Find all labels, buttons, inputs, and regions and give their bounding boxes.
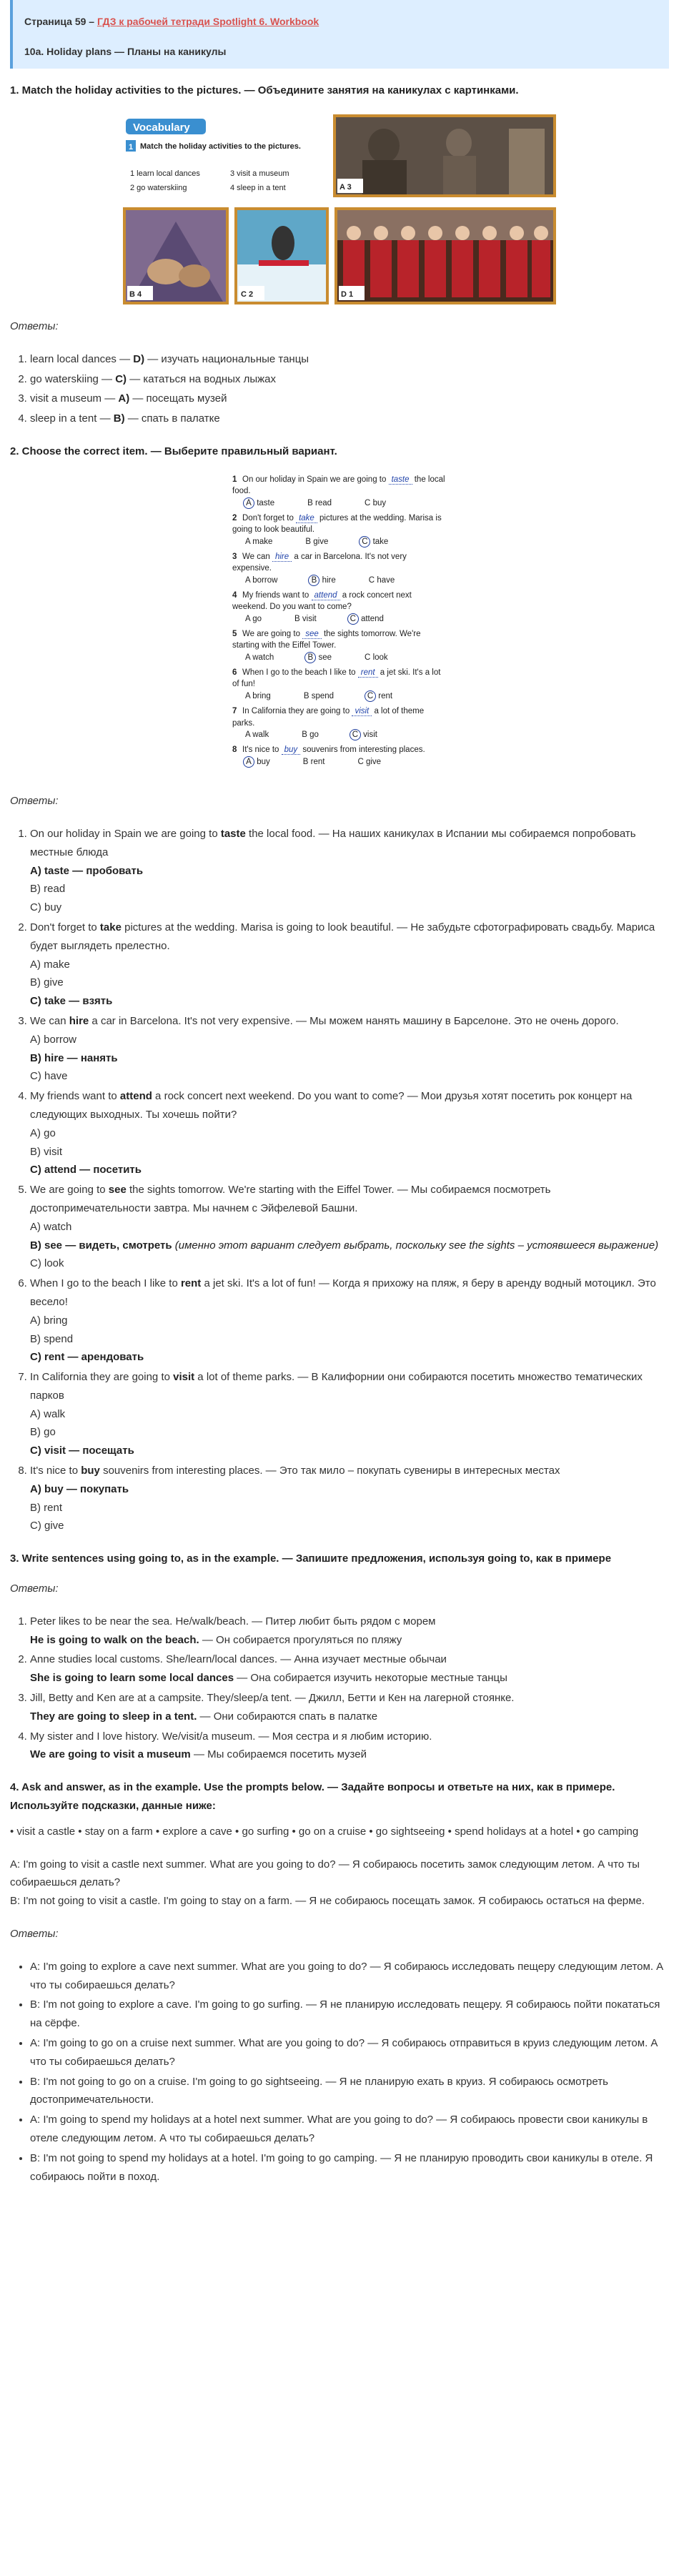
header-banner [10,0,669,69]
workbook-choices [232,652,447,664]
circled-letter: B [308,575,319,586]
choice-word: buy [372,499,387,508]
choice-word: hire [322,576,336,585]
workbook-choice [245,613,262,625]
workbook-choice [304,690,334,703]
circled-letter: A [243,756,254,768]
workbook-choice [307,652,332,664]
correct-option: C) rent — арендовать [30,1351,144,1364]
ex3-answer-list [10,1613,669,1764]
page-prefix: Страница 59 – [24,16,97,27]
ex4-title: 4. Ask and answer, as in the example. Use the prompts below. — Задайте вопросы и ответьте на них, как в примере. Используйте подсказки, данные ниже: [10,1781,615,1813]
workbook-choice [367,690,392,703]
choice-word: go [252,615,262,624]
answer-option: B) go [30,1426,56,1439]
ex2-answers-label: Ответы: [10,795,59,808]
workbook-choices [232,497,447,510]
workbook-sentence-start: In California they are going to [242,706,350,715]
choice-letter: A [245,538,251,547]
workbook-choice [245,729,269,741]
answer-option: A) make [30,958,70,971]
ex1-vocabulary-image [123,107,556,306]
workbook-item [232,512,447,548]
choice-letter: C [365,653,371,663]
choice-word: taste [257,499,275,508]
list-item: 4. sleep in a tent — B) — спать в палатке [30,410,669,428]
workbook-sentence [232,705,447,729]
workbook-sentence-start: On our holiday in Spain we are going to [242,475,387,484]
answer-option: B) give [30,976,64,989]
correct-option: A) taste — пробовать [30,864,144,877]
correct-option: C) take — взять [30,995,113,1008]
circled-letter: C [347,613,359,625]
list-item [30,1274,669,1367]
workbook-item-number: 6 [232,668,237,677]
workbook-sentence-end: pictures at the wedding. Marisa is going to look beautiful. [232,513,442,535]
workbook-handwritten-answer: see [302,630,322,639]
workbook-sentence [232,628,447,652]
ex1-answers-label: Ответы: [10,319,59,332]
choice-word: rent [310,757,325,766]
list-item [30,1012,669,1086]
ex1-answer-list [10,350,669,428]
prompt-sentence: 1. Peter likes to be near the sea. He/walk/beach. — Питер любит быть рядом с морем [30,1615,436,1628]
workbook-item [232,667,447,703]
workbook-choice [245,536,272,548]
ex3-answers-label: Ответы: [10,1582,59,1595]
choice-letter: C [368,576,375,585]
list-item [30,918,669,1011]
answer-sentence: In California they are going to visit a lot of theme parks. — В Калифорнии они собираются посетить множество тематических парков [30,1371,643,1402]
choice-word: look [372,653,388,663]
workbook-item [232,705,447,741]
choice-word: spend [311,692,334,701]
vocab-item-1: 1 learn local dances [130,169,200,178]
answer-sentence: We are going to visit a museum — Мы собираемся посетить музей [30,1748,367,1761]
workbook-choice [245,690,271,703]
answer-sentence: He is going to walk on the beach. — Он собирается прогуляться по пляжу [30,1633,402,1646]
choice-letter: B [302,730,307,740]
choice-letter: A [245,730,251,740]
choice-letter: C [357,757,364,766]
workbook-choices [232,729,447,741]
workbook-sentence [232,590,447,613]
list-item: 1. learn local dances — D) — изучать национальные танцы [30,350,669,369]
list-item [30,1181,669,1273]
choice-letter: B [305,538,312,547]
answer-sentence: We are going to see the sights tomorrow. We're starting with the Eiffel Tower. — Мы собираемся посмотреть достопримечательности завтра. Мы начнем с Эйфелевой Башни. [30,1184,551,1214]
ex3-title: 3. Write sentences using going to, as in the example. — Запишите предложения, используя going to, как в примере [10,1552,612,1565]
ex4-example-a: A: I'm going to visit a castle next summer. What are you going to do? — Я собираюсь посетить замок следующим летом. А что ты собираешься делать? [10,1858,640,1889]
workbook-choice [305,536,328,548]
workbook-sentence [232,667,447,690]
choice-word: visit [302,615,317,624]
workbook-sentence-end: a car in Barcelona. It's not very expensive. [232,552,407,573]
workbook-item [232,590,447,625]
workbook-choice [361,536,388,548]
choice-letter: A [245,576,251,585]
workbook-choice [357,756,381,768]
workbook-choice [369,575,395,587]
workbook-item-number: 1 [232,475,237,484]
choice-word: buy [257,757,270,766]
workbook-handwritten-answer: taste [389,475,412,485]
answer-sentence: It's nice to buy souvenirs from interesting places. — Это так мило – покупать сувениры в интересных местах [30,1465,560,1477]
prompt-sentence: 2. Anne studies local customs. She/learn/local dances. — Анна изучает местные обычаи [30,1653,447,1666]
ex4-answer-list [10,1958,669,2186]
list-item [30,1613,669,1650]
workbook-handwritten-answer: take [296,514,317,523]
workbook-sentence-end: souvenirs from interesting places. [302,745,425,754]
choice-word: visit [363,730,377,740]
choice-word: attend [360,615,384,624]
workbook-choice [352,729,377,741]
list-item [30,1689,669,1726]
answer-sentence: On our holiday in Spain we are going to taste the local food. — На наших каникулах в Испании мы собираемся попробовать местные блюда [30,827,636,858]
svg-text:B 4: B 4 [129,289,142,299]
answer-option: A) bring [30,1314,68,1327]
choice-word: give [313,538,329,547]
workbook-sentence [232,474,447,497]
workbook-sentence-end: a jet ski. It's a lot of fun! [232,668,441,689]
list-item: • A: I'm going to go on a cruise next summer. What are you going to do? — Я собираюсь отправиться в круиз следующим летом. А что ты собираешься делать? [30,2034,669,2071]
workbook-choice [245,652,274,664]
list-item [30,1650,669,1688]
list-item: • B: I'm not going to go on a cruise. I'm going to go sightseeing. — Я не планирую ехать в круиз. Я собираюсь осмотреть достопримечательности. [30,2073,669,2110]
svg-text:1: 1 [129,142,134,152]
workbook-choice [245,497,274,510]
list-item [30,1368,669,1460]
answer-sentence: Don't forget to take pictures at the wedding. Marisa is going to look beautiful. — Не забудьте сфотографировать свадьбу. Мариса будет выглядеть прелестно. [30,921,655,952]
workbook-sentence-start: We can [242,552,270,561]
workbook-sentence-start: It's nice to [242,745,279,754]
choice-word: rent [378,692,393,701]
circled-letter: B [304,652,316,663]
workbook-sentence [232,512,447,536]
list-item: • A: I'm going to explore a cave next summer. What are you going to do? — Я собираюсь исследовать пещеру следующим летом. А что ты собираешься делать? [30,1958,669,1995]
choice-letter: A [245,615,251,624]
answer-option: B) rent [30,1501,63,1514]
list-item: • B: I'm not going to explore a cave. I'm going to go surfing. — Я не планирую исследовать пещеру. Я собираюсь пойти покататься на сёрфе. [30,1996,669,2033]
answer-sentence: We can hire a car in Barcelona. It's not very expensive. — Мы можем нанять машину в Барселоне. Это не очень дорого. [30,1014,619,1027]
answer-sentence: They are going to sleep in a tent. — Они собираются спать в палатке [30,1710,378,1723]
workbook-choice [245,575,277,587]
ex2-title: 2. Choose the correct item. — Выберите правильный вариант. [10,445,337,457]
workbook-choice [307,497,332,510]
workbook-choice [302,729,319,741]
vocab-item-3: 3 visit a museum [230,169,289,178]
workbook-choice [294,613,317,625]
choice-word: go [309,730,319,740]
workbook-handwritten-answer: attend [312,591,340,600]
answer-sentence: My friends want to attend a rock concert next weekend. Do you want to come? — Мои друзья хотят посетить рок концерт на следующих выходных. Ты хочешь пойти? [30,1090,633,1121]
workbook-choice [303,756,325,768]
answer-note: (именно этот вариант следует выбрать, поскольку see the sights – устоявшееся выражение) [172,1239,659,1252]
workbook-choice [310,575,335,587]
prompt-sentence: 4. My sister and I love history. We/visit/a museum. — Моя сестра и я любим историю. [30,1730,432,1743]
choice-word: walk [252,730,269,740]
choice-word: make [252,538,273,547]
workbook-item [232,474,447,510]
choice-word: bring [252,692,271,701]
photo-b-tent [123,207,229,304]
workbook-handwritten-answer: visit [352,707,372,716]
choice-word: see [318,653,332,663]
svg-text:A 3: A 3 [340,182,352,192]
svg-text:C 2: C 2 [241,289,254,299]
vocabulary-badge-text: Vocabulary [133,121,190,134]
choice-letter: B [303,692,309,701]
workbook-choice [365,497,386,510]
correct-option: B) hire — нанять [30,1051,118,1064]
answer-option: C) give [30,1520,64,1532]
ex4-example [10,1856,669,1911]
workbook-sentence-end: a lot of theme parks. [232,706,425,728]
choice-word: give [365,757,382,766]
workbook-choices [232,690,447,703]
correct-option: C) attend — посетить [30,1164,142,1176]
answer-option: B) visit [30,1145,62,1158]
choice-word: take [372,538,389,547]
list-item: • A: I'm going to spend my holidays at a hotel next summer. What are you going to do? — Я собираюсь провести свои каникулы в отеле следующим летом. А что ты собираешься делать? [30,2111,669,2148]
list-item [30,1728,669,1765]
correct-option: A) buy — покупать [30,1482,129,1495]
workbook-item [232,551,447,587]
answer-option: A) watch [30,1220,72,1233]
workbook-sentence [232,551,447,575]
svg-text:D 1: D 1 [341,289,354,299]
workbook-choices [232,536,447,548]
workbook-handwritten-answer: hire [272,553,292,562]
list-item: • B: I'm not going to spend my holidays at a hotel. I'm going to go camping. — Я не планирую проводить свои каникулы в отеле. Я собираюсь пойти в поход. [30,2149,669,2186]
circled-letter: C [350,729,361,740]
workbook-item-number: 2 [232,513,237,522]
list-item [30,1462,669,1535]
answer-option: A) borrow [30,1033,77,1046]
ex4-answers-label: Ответы: [10,1928,59,1941]
answer-option: A) go [30,1126,56,1139]
choice-word: borrow [252,576,278,585]
photo-a-museum [333,114,556,197]
workbook-sentence-end: a rock concert next weekend. Do you want to come? [232,590,412,612]
choice-word: read [315,499,332,508]
answer-option: C) look [30,1257,64,1270]
workbook-handwritten-answer: buy [282,745,301,755]
workbook-sentence [232,744,447,756]
vocab-item-4: 4 sleep in a tent [230,183,286,192]
ex4-prompts: • visit a castle • stay on a farm • explore a cave • go surfing • go on a cruise • go sightseeing • spend holidays at a hotel • go camping [10,1825,639,1838]
correct-option: B) see — видеть, смотреть (именно этот вариант следует выбрать, поскольку see the sights – устоявшееся выражение) [30,1239,659,1252]
page-reference [24,13,658,30]
workbook-choices [232,575,447,587]
answer-sentence: When I go to the beach I like to rent a jet ski. It's a lot of fun! — Когда я прихожу на пляж, я беру в аренду водный мотоцикл. Это весело! [30,1277,656,1308]
ex2-workbook-image [232,474,447,768]
circled-letter: C [359,536,370,548]
workbook-item-number: 7 [232,706,237,715]
answer-option: C) have [30,1070,68,1083]
workbook-sentence-start: We are going to [242,629,300,638]
workbook-choice [365,652,388,664]
list-item [30,825,669,917]
ex2-answer-list [10,825,669,1535]
prompt-sentence: 3. Jill, Betty and Ken are at a campsite. They/sleep/a tent. — Джилл, Бетти и Кен на лагерной стоянке. [30,1692,515,1705]
photo-c-waterskiing [234,207,329,304]
workbook-sentence-start: When I go to the beach I like to [242,668,356,677]
list-item [30,1087,669,1179]
workbook-choice [245,756,270,768]
list-item: 2. go waterskiing — C) — кататься на водных лыжах [30,370,669,389]
answer-option: B) read [30,883,66,896]
workbook-choice [350,613,384,625]
workbook-handwritten-answer: rent [358,668,378,678]
answer-option: B) spend [30,1332,74,1345]
workbook-sentence-start: Don't forget to [242,513,294,522]
workbook-item-number: 3 [232,552,237,561]
workbook-item-number: 4 [232,590,237,600]
choice-word: watch [252,653,274,663]
choice-letter: A [245,653,251,663]
choice-letter: A [245,692,251,701]
choice-letter: B [294,615,300,624]
workbook-item [232,628,447,664]
workbook-choices [232,613,447,625]
workbook-sentence-end: the local food. [232,475,445,496]
lesson-title: 10a. Holiday plans — Планы на каникулы [24,46,227,58]
answer-sentence: She is going to learn some local dances — Она собирается изучить некоторые местные танцы [30,1672,507,1685]
instruction-text: Match the holiday activities to the pictures. [140,142,301,151]
answer-option: C) buy [30,901,62,914]
circled-letter: A [243,497,254,509]
workbook-sentence-start: My friends want to [242,590,309,600]
answer-option: A) walk [30,1407,66,1420]
workbook-item-number: 8 [232,745,237,754]
workbook-choices [232,756,447,768]
circled-letter: C [365,690,376,702]
ex1-title: 1. Match the holiday activities to the pictures. — Объедините занятия на каникулах с картинками. [10,84,519,97]
list-item: 3. visit a museum — A) — посещать музей [30,390,669,408]
choice-letter: B [307,499,313,508]
ex4-example-b: B: I'm not going to visit a castle. I'm going to stay on a farm. — Я не собираюсь посещать замок. Я собираюсь остаться на ферме. [10,1895,645,1908]
workbook-item [232,744,447,768]
workbook-sentence-end: the sights tomorrow. We're starting with the Eiffel Tower. [232,629,421,650]
choice-letter: B [302,757,309,766]
choice-word: have [377,576,395,585]
workbook-link[interactable]: ГДЗ к рабочей тетради Spotlight 6. Workbook [96,16,319,27]
photo-d-local-dances [334,207,556,304]
vocab-item-2: 2 go waterskiing [130,183,187,192]
correct-option: C) visit — посещать [30,1445,134,1457]
choice-letter: C [365,499,371,508]
workbook-item-number: 5 [232,629,237,638]
